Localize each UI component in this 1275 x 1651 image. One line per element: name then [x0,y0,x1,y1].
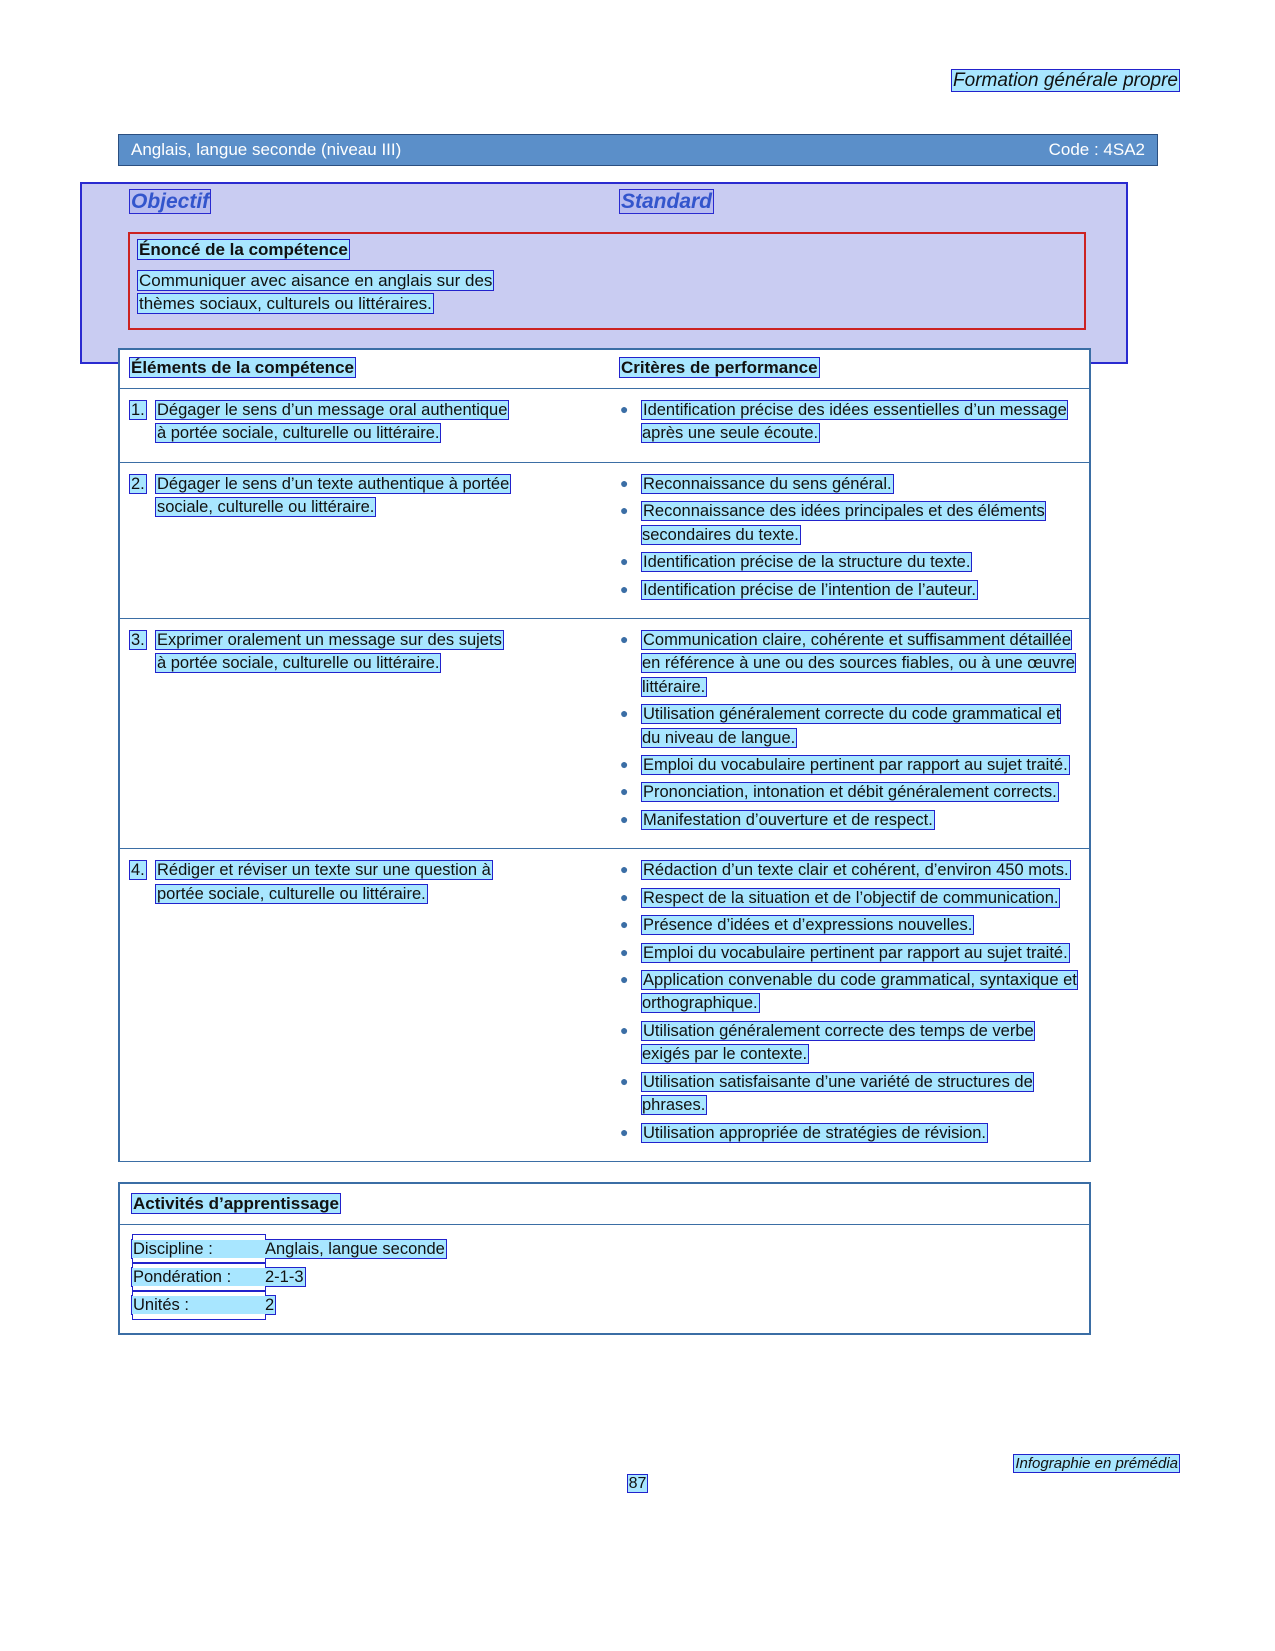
criterion-item [620,399,1079,446]
page-header-right [952,70,1179,92]
header-right-text: Formation générale propre [953,70,1178,91]
element-number: 3. [131,630,145,649]
unites-row [132,1291,1077,1319]
page-number: 87 [628,1475,647,1492]
unites-value: 2 [265,1296,275,1315]
criterion-text: Identification précise des idées essentielles d’un message après une seule écoute. [642,401,1067,443]
element-item [130,473,608,520]
learning-activities-body [120,1225,1089,1333]
criteria-cell [620,473,1079,606]
criterion-item [620,500,1079,547]
criterion-item [620,1122,1079,1145]
criteria-cell [620,629,1079,836]
table-row [120,619,1089,849]
criterion-text: Communication claire, cohérente et suffisamment détaillée en référence à une ou des sources fiables, ou à une œuvre littéraire. [642,630,1075,696]
element-number: 2. [131,474,145,493]
criterion-item [620,703,1079,750]
bullet-icon: ● [620,474,629,491]
element-item [130,859,608,906]
ponderation-label: Pondération : [133,1268,232,1287]
criterion-item [620,551,1079,574]
criterion-text: Rédaction d’un texte clair et cohérent, d’environ 450 mots. [643,861,1069,880]
bullet-icon: ● [620,888,629,905]
bullet-icon: ● [620,705,629,722]
bullet-icon: ● [620,1021,629,1038]
criterion-text: Manifestation d’ouverture et de respect. [643,810,933,829]
bullet-icon: ● [620,916,629,933]
criterion-text: Reconnaissance des idées principales et des éléments secondaires du texte. [642,502,1045,544]
bullet-icon: ● [620,861,629,878]
discipline-row [132,1235,1077,1263]
criterion-text: Utilisation généralement correcte des temps de verbe exigés par le contexte. [642,1021,1034,1064]
criterion-item [620,859,1079,882]
objectif-label: Objectif [131,190,210,213]
enonce-competence-text: Communiquer avec aisance en anglais sur des thèmes sociaux, culturels ou littéraires. [139,271,493,313]
element-cell [130,399,620,450]
criterion-text: Utilisation satisfaisante d’une variété de structures de phrases. [642,1072,1033,1115]
element-number: 4. [131,861,145,880]
bullet-icon: ● [620,630,629,647]
element-item [130,399,608,446]
criterion-item [620,809,1079,832]
discipline-value: Anglais, langue seconde [265,1240,445,1258]
criterion-text: Respect de la situation et de l’objectif de communication. [643,888,1059,907]
course-title-bar [118,134,1158,166]
standard-label: Standard [621,190,713,213]
table-row [120,849,1089,1162]
objective-standard-box [80,182,1128,364]
criterion-item [620,629,1079,699]
criterion-item [620,579,1079,602]
column-header-elements: Éléments de la compétence [131,358,354,377]
enonce-competence-title: Énoncé de la compétence [139,240,348,259]
criterion-item [620,754,1079,777]
criterion-item [620,942,1079,965]
bullet-icon: ● [620,401,629,417]
bullet-icon: ● [620,580,629,597]
criterion-text: Identification précise de l’intention de l’auteur. [643,580,976,599]
criterion-item [620,1020,1079,1067]
learning-activities-box [118,1182,1091,1335]
criterion-item [620,887,1079,910]
table-row [120,389,1089,463]
element-text: Rédiger et réviser un texte sur une question à portée sociale, culturelle ou littéraire. [157,861,491,903]
competence-table-header [120,350,1089,389]
enonce-competence-box [128,232,1086,330]
criterion-text: Identification précise de la structure du texte. [643,553,971,572]
criterion-text: Emploi du vocabulaire pertinent par rapport au sujet traité. [643,756,1068,775]
column-header-criteria: Critères de performance [621,358,818,377]
page-footer-right: Infographie en prémédia [1015,1455,1178,1472]
learning-activities-title: Activités d’apprentissage [120,1184,1089,1225]
criteria-cell [620,859,1079,1149]
element-text: Exprimer oralement un message sur des sujets à portée sociale, culturelle ou littéraire. [157,630,502,673]
course-title: Anglais, langue seconde (niveau III) [131,140,402,159]
element-cell [130,859,620,1149]
element-cell [130,473,620,606]
criterion-item [620,1071,1079,1118]
criterion-item [620,781,1079,804]
course-code: Code : 4SA2 [1048,140,1145,159]
bullet-icon: ● [620,783,629,800]
criterion-item [620,914,1079,937]
ponderation-row [132,1263,1077,1291]
criteria-cell [620,399,1079,450]
competence-table [118,348,1091,1162]
criterion-text: Emploi du vocabulaire pertinent par rapport au sujet traité. [643,943,1068,962]
bullet-icon: ● [620,971,629,988]
bullet-icon: ● [620,1123,629,1140]
element-text: Dégager le sens d’un message oral authentique à portée sociale, culturelle ou littéraire. [157,401,508,443]
criterion-item [620,473,1079,496]
element-cell [130,629,620,836]
bullet-icon: ● [620,553,629,570]
bullet-icon: ● [620,810,629,827]
bullet-icon: ● [620,756,629,773]
ponderation-value: 2-1-3 [265,1268,304,1287]
discipline-label: Discipline : [133,1240,213,1258]
unites-label: Unités : [133,1296,189,1315]
bullet-icon: ● [620,943,629,960]
element-text: Dégager le sens d’un texte authentique à portée sociale, culturelle ou littéraire. [157,474,510,517]
criterion-item [620,969,1079,1016]
criterion-text: Prononciation, intonation et débit généralement corrects. [643,783,1057,802]
bullet-icon: ● [620,1072,629,1089]
criterion-text: Présence d’idées et d’expressions nouvelles. [643,916,973,935]
objective-standard-header [130,190,1090,214]
bullet-icon: ● [620,502,629,519]
criterion-text: Utilisation généralement correcte du code grammatical et du niveau de langue. [642,705,1061,747]
criterion-text: Utilisation appropriée de stratégies de révision. [643,1123,987,1142]
criterion-text: Application convenable du code grammatical, syntaxique et orthographique. [642,971,1077,1013]
table-row [120,463,1089,619]
element-item [130,629,608,676]
criterion-text: Reconnaissance du sens général. [643,474,892,493]
element-number: 1. [131,401,145,419]
